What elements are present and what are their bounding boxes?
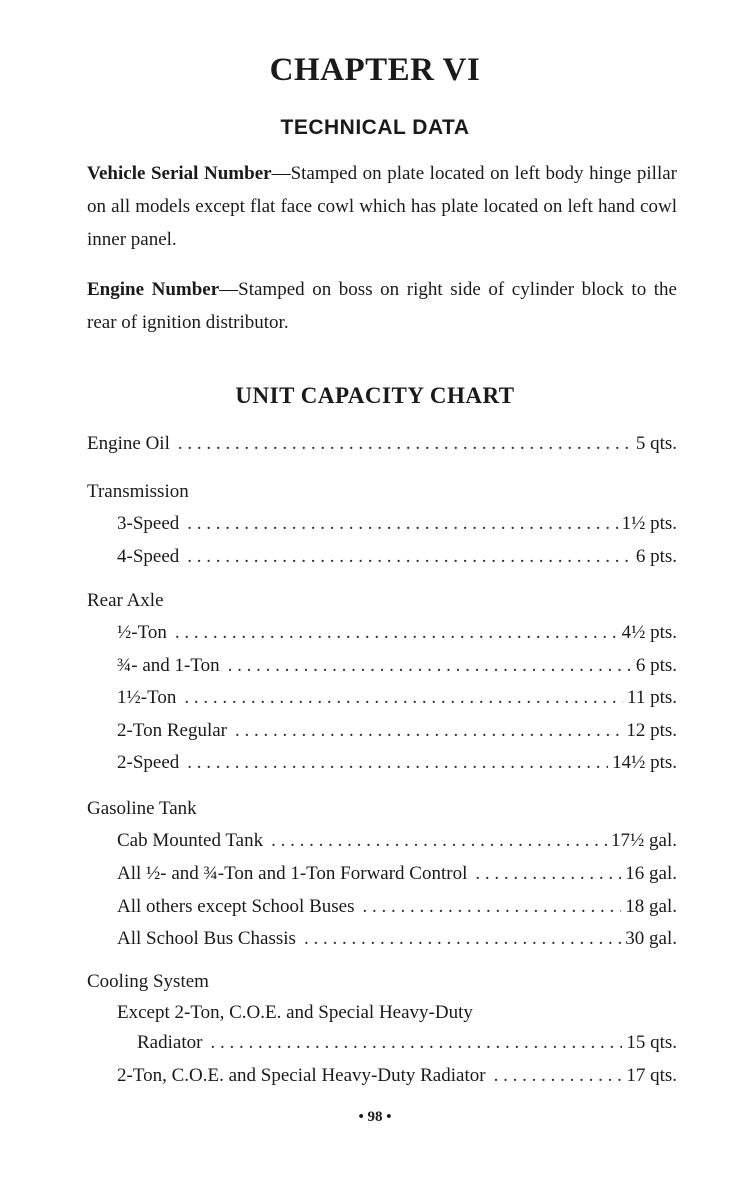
- section-title: TECHNICAL DATA: [280, 116, 470, 139]
- row-label: Cab Mounted Tank: [117, 830, 264, 851]
- engine-number-paragraph: [87, 273, 677, 339]
- row-value: 6 pts.: [635, 655, 677, 676]
- table-row: [117, 542, 677, 572]
- row-value: 6 pts.: [635, 546, 677, 567]
- table-row: [117, 618, 677, 648]
- row-value: 16 gal.: [625, 863, 677, 884]
- row-label: Radiator: [137, 1032, 203, 1053]
- table-row: [137, 1028, 677, 1058]
- row-value: 5 qts.: [635, 433, 677, 454]
- dot-leader: [475, 859, 621, 889]
- dot-leader: [304, 924, 621, 954]
- page-number: • 98 •: [358, 1109, 392, 1125]
- row-value: 1½ pts.: [621, 513, 677, 534]
- dot-leader: [187, 542, 632, 572]
- table-row: [117, 651, 677, 681]
- row-label: Engine Oil: [87, 433, 170, 454]
- row-value: 12 pts.: [626, 720, 677, 741]
- table-row: [117, 748, 677, 778]
- row-label: ½-Ton: [117, 622, 167, 643]
- row-label: 1½-Ton: [117, 687, 177, 708]
- dot-leader: [175, 618, 618, 648]
- table-row: [117, 892, 677, 922]
- table-row: [117, 859, 677, 889]
- dot-leader: [235, 716, 622, 746]
- dot-leader: [271, 826, 607, 856]
- row-label: 2-Ton, C.O.E. and Special Heavy-Duty Radiator: [117, 1065, 486, 1086]
- table-row: [117, 1061, 677, 1091]
- table-row: [117, 716, 677, 746]
- row-value: 15 qts.: [626, 1032, 677, 1053]
- category-transmission: Transmission: [87, 481, 189, 502]
- table-row: [117, 826, 677, 856]
- row-value: 4½ pts.: [621, 622, 677, 643]
- row-label: 4-Speed: [117, 546, 180, 567]
- row-value: 17 qts.: [626, 1065, 677, 1086]
- table-row: [117, 509, 677, 539]
- row-label: ¾- and 1-Ton: [117, 655, 220, 676]
- row-label-line1: Except 2-Ton, C.O.E. and Special Heavy-Duty: [117, 1002, 473, 1023]
- dot-leader: [178, 429, 632, 459]
- row-value: 14½ pts.: [612, 752, 677, 773]
- engine-number-text: —Stamped on boss on right side of cylinder block to the rear of ignition distributor.: [87, 279, 677, 333]
- row-value: 17½ gal.: [611, 830, 677, 851]
- row-value: 30 gal.: [625, 928, 677, 949]
- vehicle-serial-paragraph: [87, 157, 677, 256]
- dot-leader: [210, 1028, 622, 1058]
- row-label: 2-Speed: [117, 752, 180, 773]
- row-label: 3-Speed: [117, 513, 180, 534]
- dot-leader: [184, 683, 623, 713]
- row-label: All School Bus Chassis: [117, 928, 296, 949]
- category-rear-axle: Rear Axle: [87, 590, 164, 611]
- row-value: 11 pts.: [627, 687, 677, 708]
- row-value: 18 gal.: [625, 896, 677, 917]
- table-row: [117, 924, 677, 954]
- dot-leader: [187, 748, 608, 778]
- category-gasoline-tank: Gasoline Tank: [87, 798, 197, 819]
- vehicle-serial-text: —Stamped on plate located on left body hinge pillar on all models except flat face cowl which has plate located on left hand cowl inner panel.: [87, 163, 677, 250]
- category-cooling-system: Cooling System: [87, 971, 209, 992]
- engine-number-heading: Engine Number: [87, 279, 220, 300]
- vehicle-serial-heading: Vehicle Serial Number: [87, 163, 272, 184]
- dot-leader: [228, 651, 632, 681]
- table-row-engine-oil: [87, 429, 677, 459]
- dot-leader: [187, 509, 617, 539]
- row-label: 2-Ton Regular: [117, 720, 228, 741]
- row-label: All others except School Buses: [117, 896, 355, 917]
- row-label: All ½- and ¾-Ton and 1-Ton Forward Control: [117, 863, 468, 884]
- dot-leader: [494, 1061, 623, 1091]
- chapter-heading: CHAPTER VI: [269, 52, 481, 88]
- table-row: [117, 683, 677, 713]
- chart-title: UNIT CAPACITY CHART: [235, 383, 515, 408]
- dot-leader: [362, 892, 621, 922]
